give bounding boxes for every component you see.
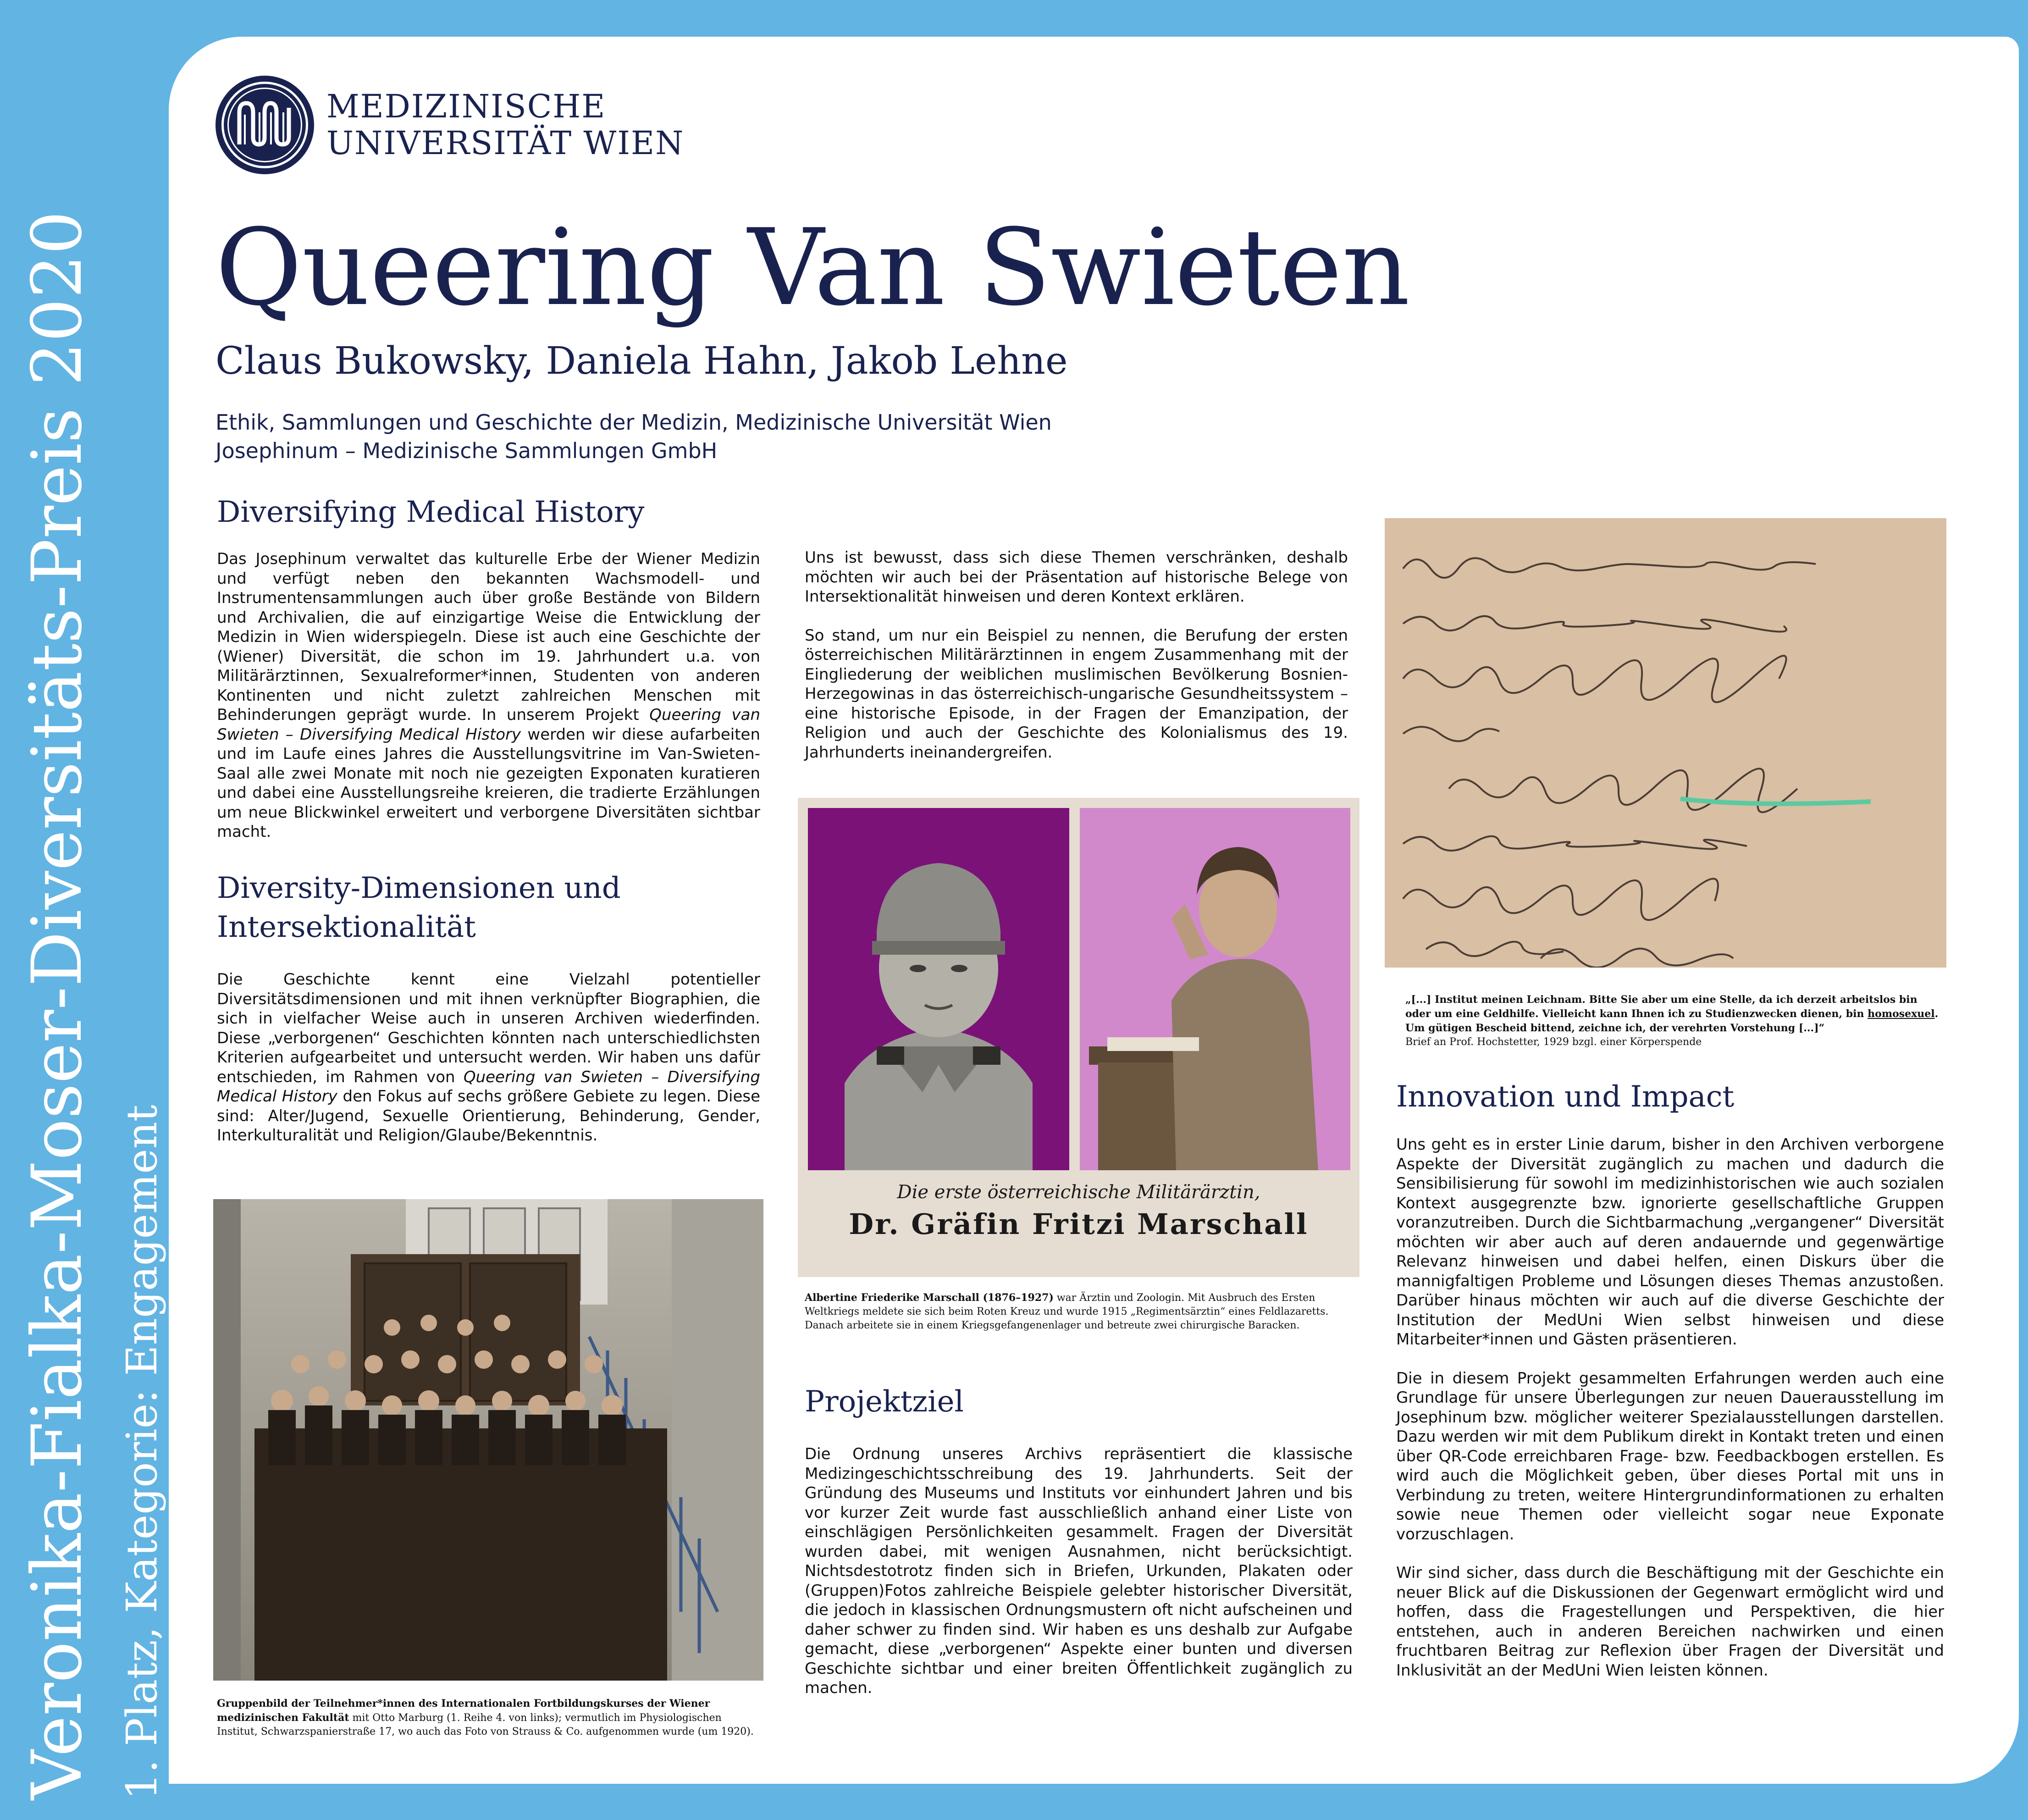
university-name <box>326 88 684 161</box>
letter-image <box>1385 518 1946 968</box>
intersectionality-text <box>805 548 1348 781</box>
group-photo <box>213 1199 763 1681</box>
marschall-image <box>798 798 1359 1277</box>
section-heading: Diversifying Medical History <box>217 495 645 529</box>
marschall-caption: Albertine Friederike Marschall (1876–1927) war Ärztin und Zoologin. Mit Ausbruch des Ersten Weltkriegs meldete sie sich beim Roten Kreuz und wurde 1915 „Regimentsärztin“ eines Feldlazaretts. Danach arbeitete sie in einem Kriegsgefangenenlager und betreute zwei chirurgische Baracken. <box>805 1292 1329 1331</box>
authors: Claus Bukowsky, Daniela Hahn, Jakob Lehne <box>216 339 1068 383</box>
banner-line-1: Die erste österreichische Militärärztin, <box>897 1182 1260 1203</box>
marschall-banner <box>798 1178 1359 1243</box>
banner-line-2: Dr. Gräfin Fritzi Marschall <box>849 1207 1309 1241</box>
paragraph: So stand, um nur ein Beispiel zu nennen, die Berufung der ersten österreichischen Militärärztinnen in engem Zusammenhang mit der Eingliederung der weiblichen muslimischen Bevölkerung Bosnien-Herzegowinas in das österreichisch-ungarische Gesundheitssystem – eine historische Episode, in der Fragen der Emanzipation, der Religion und auch der Geschichte des Kolonialismus des 19. Jahrhunderts ineinandergreifen. <box>805 626 1348 762</box>
section-body <box>805 1444 1353 1698</box>
logo-line-1: MEDIZINISCHE <box>326 88 606 125</box>
section-projektziel <box>805 1383 1353 1717</box>
university-logo-icon <box>216 76 314 174</box>
section-body <box>1396 1135 1944 1680</box>
prize-category: 1. Platz, Kategorie: Engagement <box>117 1105 166 1800</box>
letter-caption <box>1405 993 1942 1049</box>
section-diversifying <box>217 493 760 861</box>
affiliations <box>216 408 1052 465</box>
group-photo-caption: Gruppenbild der Teilnehmer*innen des Internationalen Fortbildungskurses der Wiener medizinischen Fakultät mit Otto Marburg (1. Reihe 4. von links); vermutlich im Physiologischen Institut, Schwarzspanierstraße 17, wo auch das Foto von Strauss & Co. aufgenommen wurde (um 1920). <box>217 1698 754 1737</box>
paragraph: Die Geschichte kennt eine Vielzahl potentieller Diversitätsdimensionen und mit ihnen verknüpfter Biographien, die sich in vielfacher Weise auch in unseren Archiven wiederfinden. Diese „verborgenen“ Geschichten könnten nach unterschiedlichsten Kriterien aufgearbeitet und untersucht werden. Wir haben uns dafür entschieden, im Rahmen von Queering van Swieten – Diversifying Medical History den Fokus auf sechs größere Gebiete zu legen. Diese sind: Alter/Jugend, Sexuelle Orientierung, Behinderung, Gender, Interkulturalität und Religion/Glaube/Bekenntnis. <box>217 970 760 1145</box>
paragraph: Uns geht es in erster Linie darum, bisher in den Archiven verborgene Aspekte der Diversität zugänglich zu machen und dadurch die Sensibilisierung für sowohl im medizinhistorischen wie auch sozialen Kontext ausgegrenzte bzw. ignorierte gesellschaftliche Gruppen voranzutreiben. Durch die Sichtbarmachung „vergangener“ Diversität möchten wir aber auch auf deren andauernde und gegenwärtige Relevanz hinweisen und dabei helfen, einen Diskurs über die mannigfaltigen Probleme und Lösungen dieses Themas anzustoßen. Darüber hinaus möchten wir auch auf die diverse Geschichte der Institution der MedUni Wien selbst hinweisen und diese Mitarbeiter*innen und Gästen präsentieren. <box>1396 1135 1944 1349</box>
section-heading: Projektziel <box>805 1385 964 1419</box>
section-innovation <box>1396 1078 1944 1699</box>
affiliation-2: Josephinum – Medizinische Sammlungen GmbH <box>216 438 718 463</box>
sidebar <box>17 44 166 1800</box>
paragraph: Uns ist bewusst, dass sich diese Themen verschränken, deshalb möchten wir auch bei der Präsentation auf historische Belege von Intersektionalität hinweisen und deren Kontext erklären. <box>805 548 1348 606</box>
affiliation-1: Ethik, Sammlungen und Geschichte der Medizin, Medizinische Universität Wien <box>216 410 1052 435</box>
prize-title: Veronika-Fialka-Moser-Diversitäts-Preis 2020 <box>17 210 97 1800</box>
letter-source: Brief an Prof. Hochstetter, 1929 bzgl. einer Körperspende <box>1405 1036 1702 1048</box>
logo-line-2: UNIVERSITÄT WIEN <box>326 124 685 162</box>
paragraph: Das Josephinum verwaltet das kulturelle Erbe der Wiener Medizin und verfügt neben den bekannten Wachsmodell- und Instrumentensammlungen auch über große Bestände von Bildern und Archivalien, die auf einzigartige Weise die Entwicklung der Medizin in Wien widerspiegeln. Diese ist auch eine Geschichte der (Wiener) Diversität, die schon im 19. Jahrhundert u.a. von Militärärztinnen, Sexualreformer*innen, Studenten von anderen Kontinenten und nicht zuletzt zahlreichen Menschen mit Behinderungen geprägt wurde. In unserem Projekt Queering van Swieten – Diversifying Medical History werden wir diese aufarbeiten und im Laufe eines Jahres die Ausstellungsvitrine im Van-Swieten-Saal alle zwei Monate mit noch nie gezeigten Exponaten kuratieren und dabei eine Ausstellungsreihe kreieren, die tradierte Erzählungen um neue Blickwinkel erweitert und verborgene Diversitäten sichtbar macht. <box>217 550 761 841</box>
section-heading: Diversity-Dimensionen und Intersektionalität <box>217 871 621 944</box>
paragraph: Die Ordnung unseres Archivs repräsentiert die klassische Medizingeschichtsschreibung des 19. Jahrhunderts. Seit der Gründung des Museums und Instituts vor einhundert Jahren und bis vor kurzer Zeit wurde fast ausschließlich anhand einer Liste von einschlägigen Persönlichkeiten gesammelt. Fragen der Diversität wurden dabei, mit wenigen Ausnahmen, nicht berücksichtigt. Nichtsdestotrotz finden sich in Briefen, Urkunden, Plakaten oder (Gruppen)Fotos zahlreiche Beispiele gelebter historischer Diversität, die jedoch in klassischen Ordnungsmustern oft nicht aufscheinen und daher schwer zu finden sind. Wir haben es uns deshalb zur Aufgabe gemacht, diese „verborgenen“ Aspekte einer bunten und diversen Geschichte sichtbar und einer breiten Öffentlichkeit zugänglich zu machen. <box>805 1445 1353 1697</box>
poster-title: Queering Van Swieten <box>216 207 1410 329</box>
paragraph: Wir sind sicher, dass durch die Beschäftigung mit der Geschichte ein neuer Blick auf die Diskussionen der Gegenwart ermöglicht wird und hoffen, dass die Fragestellungen und Perspektiven, die hier entstehen, auch in anderen Bereichen nachwirken und einen fruchtbaren Beitrag zur Reflexion über Fragen der Diversität und Inklusivität an der MedUni Wien leisten können. <box>1396 1564 1944 1680</box>
letter-quote: „[...] Institut meinen Leichnam. Bitte Sie aber um eine Stelle, da ich derzeit arbeitslos bin oder um eine Geldhilfe. Vielleicht kann Ihnen ich zu Studienzwecken dienen, bin homosexuel. Um gütigen Bescheid bittend, zeichne ich, der verehrten Vorstehung [...]“ <box>1405 994 1939 1034</box>
section-dimensions <box>217 869 760 1165</box>
portrait-right <box>1080 808 1350 1170</box>
portrait-left <box>808 808 1069 1170</box>
section-body <box>217 970 760 1145</box>
section-heading: Innovation und Impact <box>1396 1080 1735 1114</box>
section-body <box>217 549 760 842</box>
paragraph: Die in diesem Projekt gesammelten Erfahrungen werden auch eine Grundlage für unsere Überlegungen zur neuen Dauerausstellung im Josephinum bzw. möglicher weiterer Spezialausstellungen darstellen. Dazu werden wir mit dem Publikum direkt in Kontakt treten und einen über QR-Code erreichbaren Frage- bzw. Feedbackbogen erstellen. Es wird auch die Möglichkeit geben, über dieses Portal mit uns in Verbindung zu treten, weitere Hintergrundinformationen zu erhalten sowie neue Themen oder vielleicht sogar neue Exponate vorzuschlagen. <box>1396 1369 1944 1543</box>
